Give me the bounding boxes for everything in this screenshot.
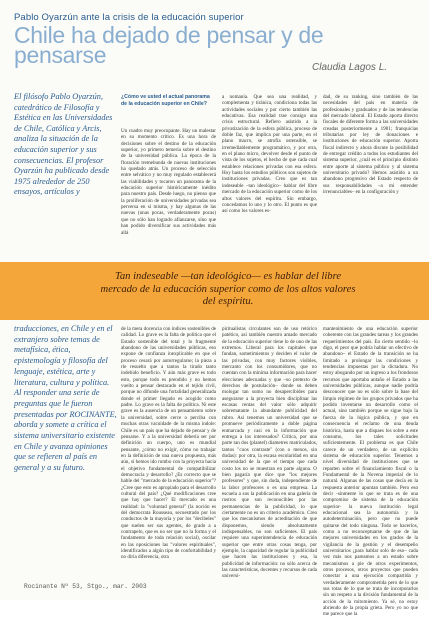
body-column-3: dad, de su ranking, sino también de las necesidades del país en materia de profesionales y graduados y de las tendencias del mercado laboral. El Estado aporta directo fiscales de diferente forma a las universidades creadas posteriormente a 1981; franquicias tributarias por ley de donaciones e instituciones de educación superior. Aporta fiscal indirecto y ahora discute la posibilidad de entregar crédito a todos los estudiantes del sistema superior, ¿cuál es el principio distinto entre aporte al sistema público y al sistema universitario privado? Hemos asistido a un abandono progresivo del Estado respecto de sus responsabilidades –a mi entender irrenunciables– en la configuración y: [323, 94, 418, 196]
body-column-4: de la mera docencia con índices sostenibles de calidad. Lo grave es la falta de política que el Estado sostenible del total y lo fragmenté abandono de las universidades públicas, eso expone de confianza inexplicable en que el proceso cesará por autorregularse; la pieza a rle resuelto que a tantos la tirado tanto indebido beneficio. Y aún más grave es todo esto, porque todo es prendido y no hemos vuelto a pensar destacado en el tejido civil, porque no difunde una fortalidad generalizada donde el primer llegado es acogido como padre. Lo grave es la falta de política. Ni este grave es la ausencia de un pensamiento sobre la universidad, sobre cerce o perciba con muchas otras vacuidade de la misma índole: Chile es un país que ha dejado de pensar y de pensarse. Y a la universidad debería ser por definición un cuerpo, uno es mundial pensante, ¿cómo no exigir, cómo no trabajar en la definición de una nueva propuesta, más aún, si hemos ido rumbo con la proyecta hacia el objetivo fundamental de compatibilizar democracia y desarrollo? ¿Es correcto que se hable del "mercado de la educación superior"? ¿Cree que esto es apropiado para el desarrollo cultural del país? ¿Qué modificaciones cree que hay que hacer? El mercado es una realidad: la "voluntad general" (la noción es del democrata Rousseau, secuestrado por los conductos de la mayoría y por los "decibeles" que suelen ser sus agentes, de grado a a contrapelo, que es no ser que no la forma y el fundamento de toda relación social), oscilar en las oposiciones las "valores espirituales", identificados a algún tipo de confortabilidad y no diría diferencia, otra: [121, 326, 216, 561]
body-column-6: mantenimiento de una educación superior coherente con las grandes tareas y los grandes requerimientos del país. En cierto sentido –lo digo, el peor que podría hablar un efectivo de abandono– el Estado de la transición se ha limitado a prolongar las condiciones y tendencias impuestas por la dictadura. No estoy abogando por un ingreso a los frondosos recursos que aportaba antaño el Estado a las universidades públicas, aunque nadie podría desconocer que no es sólo sobre la base del limpio régimen de los grupos privados que ha podido inventarse un desarrollo como el actual, sino también porque se sigue bajo la fuerza de la lógica pública, y que en consecuencia el reclamo de una deuda histórica, hasta que a dispaes los sobre a este consumo, los tales solicitudes suficientemente. El problema es que Chile carece de un verdadero, de un explícito sistema de educación superior. Tenemos a nivel diversidad de instituciones que se reparten sobre el financiamiento fiscal o la Fundamental de la Novena imperial de lo natural. Algunas de las cosas que decía en la respuesta anterior apuntan también. Pero eso decir -sinmente lo que se trata es de una compromiso de sistema de la educación superior- la nueva institución legal educacional sea la autonomía y la autodeterminación, pero que no puede quitarse del todo ninguna. Todo se hacerlos, como a no reconceptuarse de que de las mejores universidades en los grados de la vigilancia de la gestión y el desempeño universitarios ¿para hablar solo de eso– cada vez más nos pareamos a un estado sobre mecanismos a pie de otros experimentos, otros procesos, otros proyectos que pueden conectar a una ejecución compartida y verdaderamente comprometida pero de lo que sus rotas de lo que se trata de incorporarlos sin un respeto a la división fundamental de la acción de la mitomiento. Ya sé, no estoy abriendo de la propia grieta. Pero yo no que me parece que la: [323, 326, 418, 618]
intro-text: El filósofo Pablo Oyarzún, catedrático de Filosofía y Estética en las Universidades de Chile, Católica y Arcis, analiza la situación de la educación superior y sus consecuencias. El profesor Oyarzún ha publicado desde 1975 alrededor de 250 ensayos, artículos y: [14, 92, 113, 197]
first-question: ¿Cómo ve usted el actual panorama de la educación superior en Chile?: [121, 94, 210, 107]
side-intro-continued: traducciones, en Chile y en el extranjero sobre temas de metafísica, ética, epistemología y filosofía del lenguaje, estética, arte y literatura, cultura y política. Al responder una serie de preguntas que le fueron presentadas por ROCINANTE, aborda y somete a crítica el sistema universitario existente en Chile y avanza opiniones que se refieren al país en general y a su futuro.: [14, 324, 117, 473]
article-kicker: Pablo Oyarzún ante la crisis de la educación superior: [14, 12, 244, 23]
intro-column: [14, 92, 117, 258]
pull-quote: Tan indeseable —tan ideológico— es hablar del libre mercado de la educación superior como de los altos valores del espíritu.: [100, 271, 356, 308]
page-footer: Rocinante Nº 53, Stgo., mar. 2003: [24, 583, 147, 590]
body-column-2: a nomanía. Que sea una realidad, y complementa y tiránica, condiciona todas las actividades sociales y por cierto también las educativas. Esa realidad trae consigo una crisis estructural. Refiero asistido a la privatización de la esfera pública, proceso de doble faz, que implica por una parte, en el plano macro, se atrofia ostensible, se irremediablemente programático, y por otra, en el plano micro, devolver desde el punto de vista de los sujetos, el hecho de que cada cual establece relaciones privadas con esa esfera. Hoy hasta los estudios públicos son sujetos de instituciones privadas. Creo que es tan indeseable –tan ideológico– hablar del libre mercado de la educación superior como de los altos valores del espíritu. Sin embargo, concedamos lo uno y lo otro. El punto es que así como los valores es-: [222, 94, 317, 215]
body-column-1: Un cuadro muy preocupante. Hay un malestar en su momento crítico. Es una hora de decisiones sobre el destino de la educación superior, yo primero temería sobre el destino de la universidad pública. La época de la floración tremebunda de nuevas instituciones ha quedado atrás. Un proceso de selección entre selvático y no muy regulado establecerá las viabilidades y tocaron un panorama de la educación superior históricamente inédito para nuestro país. Desde luego, no pienso que la proliferación de universidades privadas sea perversa en sí misma, y hay algunas de las nuevas (unas pocas, verdaderamente pocas) que no sólo han logrado afianzarse, sino que han podido diversificar sus actividades más allá: [121, 128, 216, 236]
article-byline: Claudia Lagos L.: [312, 62, 388, 73]
article-headline: Chile ha dejado de pensar y de pensarse: [14, 22, 324, 68]
body-column-5: piritualistas circulantes son de uso retórico patético, así también nuestro amado mercado de la educación superior tiene lo de uno de las extremos. Liberal para los capitales que fundan, sometimientos y deciden el valor de las privadas, con muy factores visibles, mercanto con los consumidores, que no cuentan con la mínima información para hacer elecciones adecuadas y que –so pretexto de derechos de postulación– donde su deben mologar tan sumo no desapercibides para asegurarse a la proyecta bien disciplinar las escasas rentas del valor sólo adquirir sobrematante la abundante publicidad del rubro. Así tenemos un universidad que se promueve periódicamente a doble página enmarcada y casi en la información que entrega a los interesados? Crítica, por una parte tan dos (plantel) diametres matriculados, tantos "cuos contraste" (con o menos, sin dudas): por otra, la escasa escolaridad en una universidad de la que el tiempo que cada costo los no se muestran en parte alguna. O bien pagaría que dice que "los mejores profesores" y que, sin duda, independiente de la labor profesores o es una empresa. La escuela a sus la publicación en una galería de rostros que son reconocibles por las permanencias de la publicidad, lo que ciertamente no es un criterio académico. Creo que los mecanismos de acreditación de que disponemos, siendo absolutamente indispensables, no son suficientes. El país requiere una superintendencia de educación superior que entre otras cosas tenga, por ejemplo, la capacidad de regular la publicidad que hacen las instituciones y esa, la publicidad de información: no sólo acerca de las características, docentes y recursos de cada universi-: [222, 326, 317, 580]
